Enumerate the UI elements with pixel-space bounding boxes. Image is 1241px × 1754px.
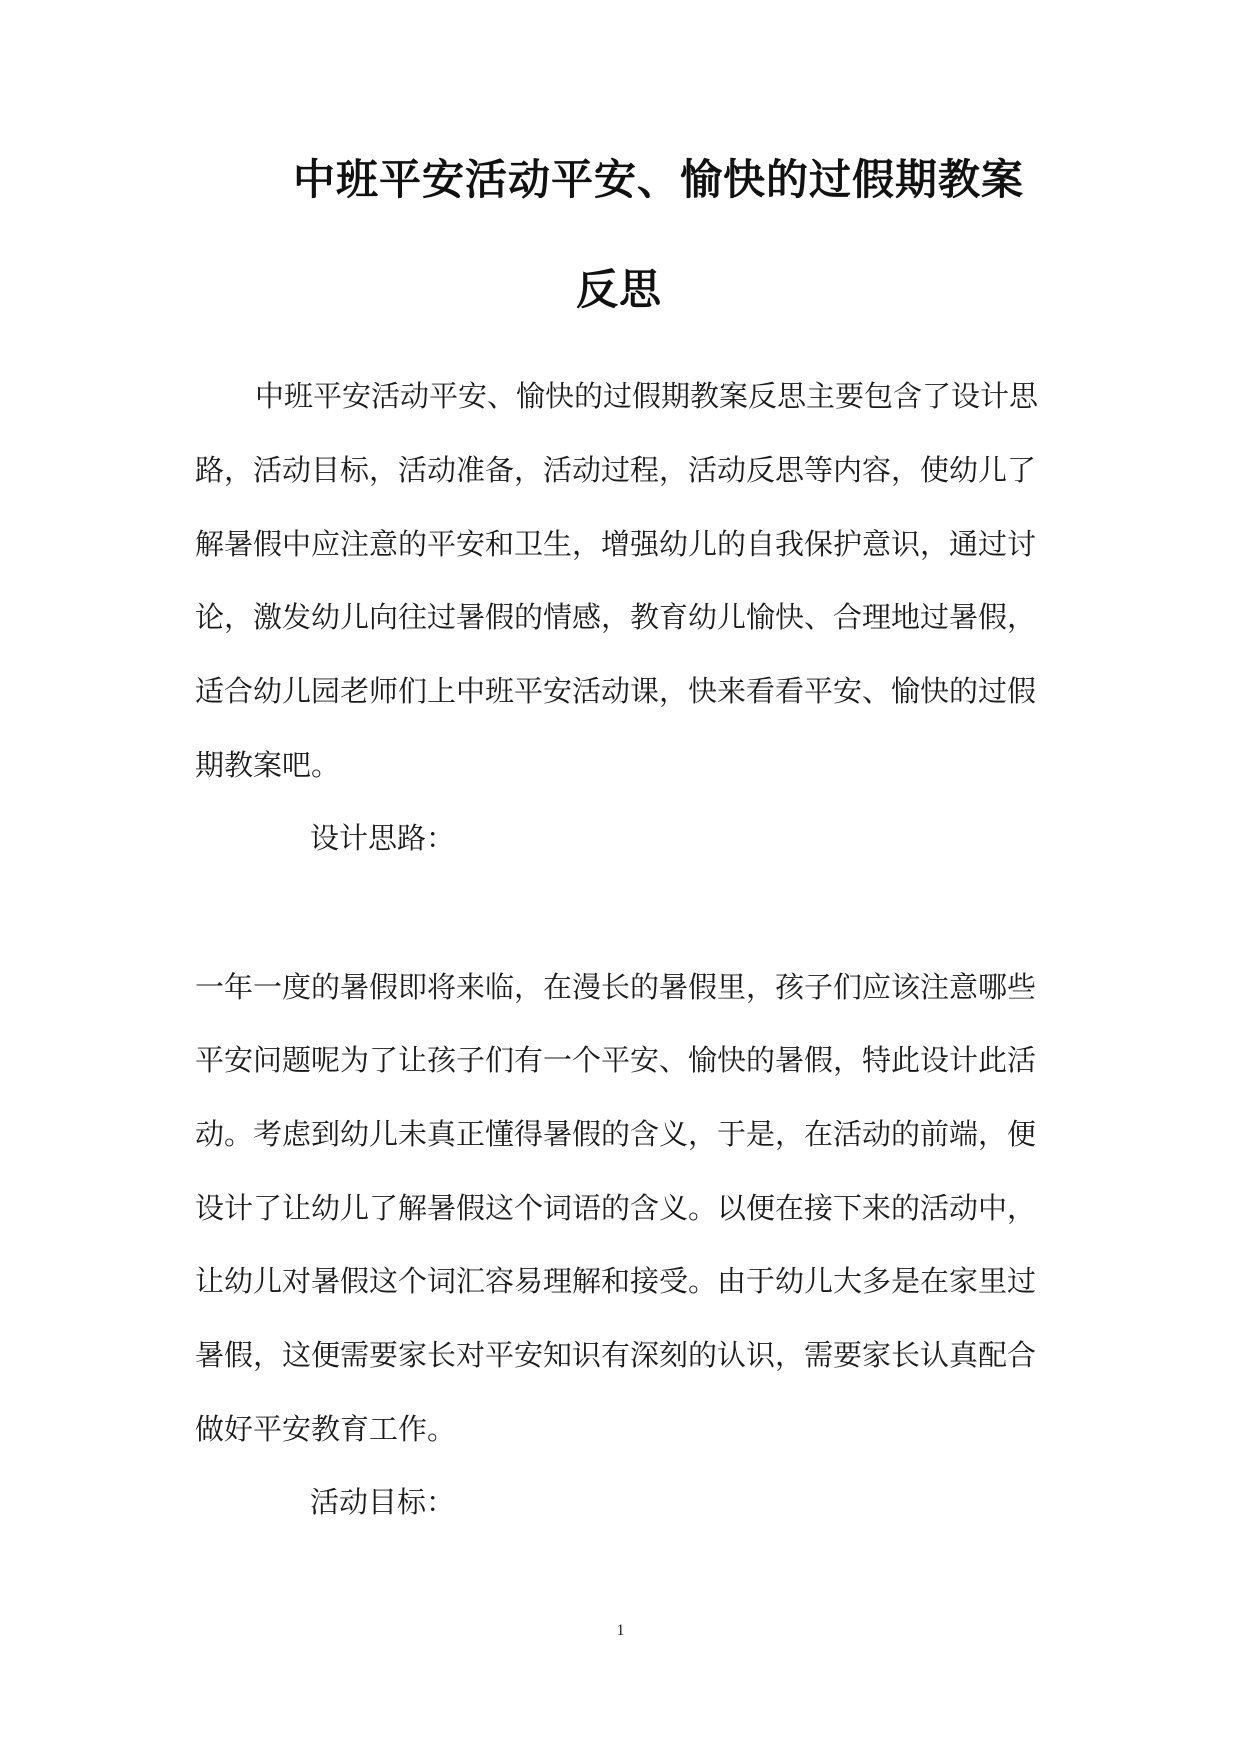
intro-line: 适合幼儿园老师们上中班平安活动课，快来看看平安、愉快的过假 xyxy=(195,674,1037,708)
page-number: 1 xyxy=(616,1622,625,1639)
intro-line: 路，活动目标，活动准备，活动过程，活动反思等内容，使幼儿了 xyxy=(195,453,1037,487)
design-heading: 设计思路： xyxy=(310,821,456,855)
design-line: 做好平安教育工作。 xyxy=(195,1412,457,1446)
design-line: 平安问题呢为了让孩子们有一个平安、愉快的暑假，特此设计此活 xyxy=(195,1043,1037,1077)
design-line: 让幼儿对暑假这个词汇容易理解和接受。由于幼儿大多是在家里过 xyxy=(195,1264,1037,1298)
design-line: 动。考虑到幼儿未真正懂得暑假的含义，于是，在活动的前端，便 xyxy=(195,1117,1037,1151)
document-title-line-1: 中班平安活动平安、愉快的过假期教案 xyxy=(293,155,1025,204)
intro-line: 中班平安活动平安、愉快的过假期教案反思主要包含了设计思 xyxy=(255,379,1039,413)
design-line: 一年一度的暑假即将来临，在漫长的暑假里，孩子们应该注意哪些 xyxy=(195,970,1037,1004)
intro-line: 论，激发幼儿向往过暑假的情感，教育幼儿愉快、合理地过暑假， xyxy=(195,600,1037,634)
design-line: 设计了让幼儿了解暑假这个词语的含义。以便在接下来的活动中， xyxy=(195,1191,1037,1225)
intro-line: 期教案吧。 xyxy=(195,748,341,782)
document-title-line-2: 反思 xyxy=(576,265,663,314)
goals-heading: 活动目标： xyxy=(310,1485,456,1519)
design-line: 暑假，这便需要家长对平安知识有深刻的认识，需要家长认真配合 xyxy=(195,1338,1037,1372)
intro-line: 解暑假中应注意的平安和卫生，增强幼儿的自我保护意识，通过讨 xyxy=(195,527,1037,561)
